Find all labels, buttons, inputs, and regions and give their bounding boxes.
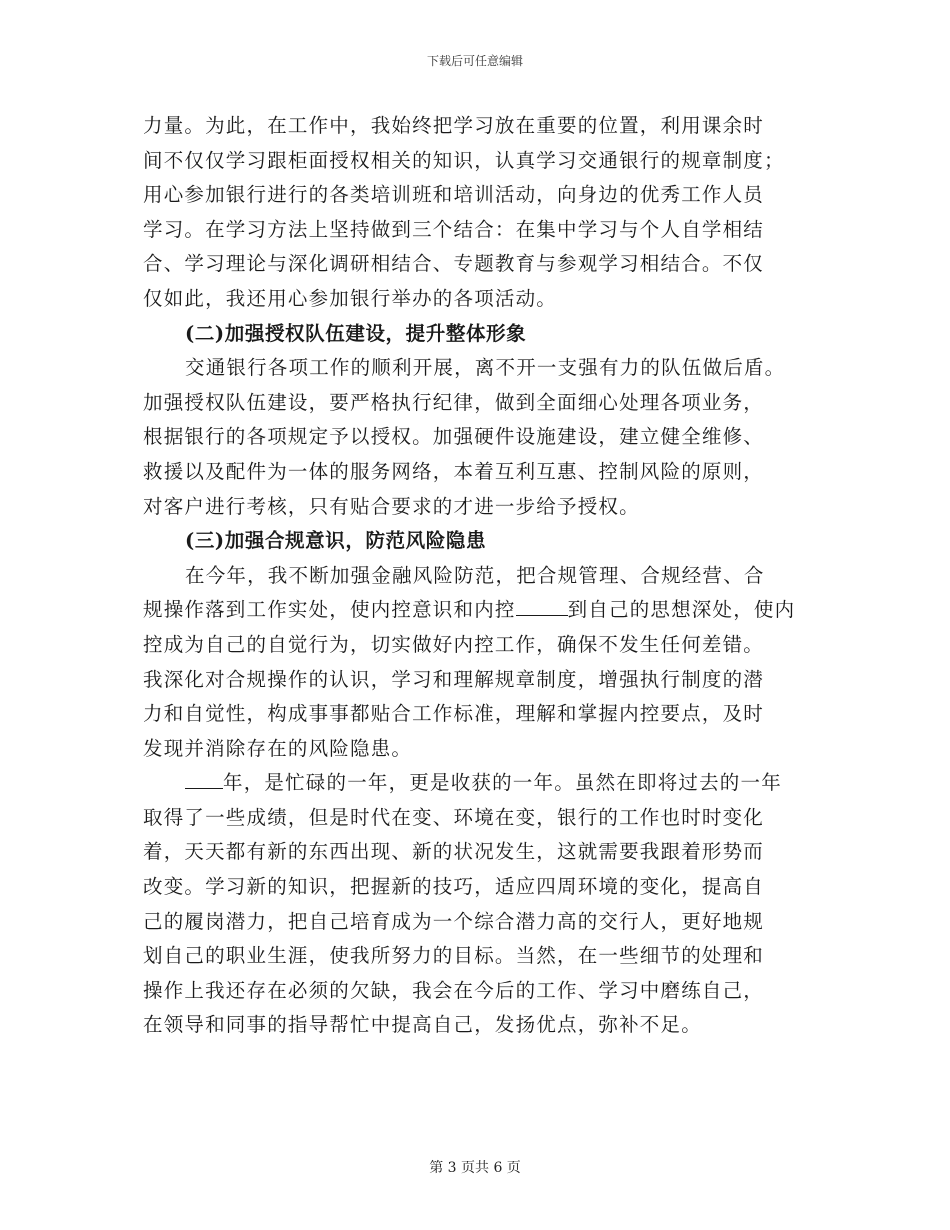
blank-underline (185, 771, 223, 789)
text-line: 取得了一些成绩，但是时代在变、环境在变，银行的工作也时时变化 (143, 805, 765, 829)
text-span: 年，是忙碌的一年，更是收获的一年。虽然在即将过去的一年 (223, 771, 782, 795)
text-line: 用心参加银行进行的各类培训班和培训活动，向身边的优秀工作人员 (143, 183, 765, 207)
text-line: 改变。学习新的知识，把握新的技巧，适应四周环境的变化，提高自 (143, 875, 765, 899)
text-line: 救援以及配件为一体的服务网络，本着互利互惠、控制风险的原则， (143, 459, 765, 483)
text-line: 划自己的职业生涯，使我所努力的目标。当然，在一些细节的处理和 (143, 944, 765, 968)
text-line: 加强授权队伍建设，要严格执行纪律，做到全面细心处理各项业务， (143, 390, 765, 414)
page-number: 第 3 页共 6 页 (429, 1160, 521, 1176)
text-line (143, 766, 823, 801)
text-line: 仅如此，我还用心参加银行举办的各项活动。 (143, 286, 558, 310)
text-line (143, 593, 823, 628)
text-line: 交通银行各项工作的顺利开展，离不开一支强有力的队伍做后盾。 (185, 356, 786, 380)
text-line: 我深化对合规操作的认识，学习和理解规章制度，增强执行制度的潜 (143, 667, 765, 691)
text-line: 控成为自己的自觉行为，切实做好内控工作，确保不发生任何差错。 (143, 632, 765, 656)
header-note: 下载后可任意编辑 (426, 54, 523, 68)
section-heading: (三)加强合规意识，防范风险隐患 (185, 529, 487, 553)
text-line: 着，天天都有新的东西出现、新的状况发生，这就需要我跟着形势而 (143, 840, 765, 864)
text-span: 规操作落到工作实处，使内控意识和内控 (143, 598, 516, 622)
text-line: 学习。在学习方法上坚持做到三个结合：在集中学习与个人自学相结 (143, 217, 765, 241)
text-line: 对客户进行考核，只有贴合要求的才进一步给予授权。 (143, 494, 640, 518)
text-line: 操作上我还存在必须的欠缺，我会在今后的工作、学习中磨练自己， (143, 978, 765, 1002)
text-line: 发现并消除存在的风险隐患。 (143, 736, 413, 760)
text-line: 力量。为此，在工作中，我始终把学习放在重要的位置，利用课余时 (143, 114, 765, 137)
text-line: 间不仅仅学习跟柜面授权相关的知识，认真学习交通银行的规章制度； (143, 148, 785, 172)
text-line: 根据银行的各项规定予以授权。加强硬件设施建设，建立健全维修、 (143, 425, 765, 449)
text-line: 合、学习理论与深化调研相结合、专题教育与参观学习相结合。不仅 (143, 252, 765, 276)
text-line: 在领导和同事的指导帮忙中提高自己，发扬优点，弥补不足。 (143, 1013, 702, 1037)
section-heading: (二)加强授权队伍建设，提升整体形象 (185, 321, 527, 345)
document-body (143, 109, 823, 1043)
text-line: 己的履岗潜力，把自己培育成为一个综合潜力高的交行人，更好地规 (143, 909, 765, 933)
text-line: 在今年，我不断加强金融风险防范，把合规管理、合规经营、合 (185, 563, 765, 587)
text-span: 到自己的思想深处，使内 (567, 598, 796, 622)
text-line: 力和自觉性，构成事事都贴合工作标准，理解和掌握内控要点，及时 (143, 702, 765, 726)
blank-underline (516, 598, 568, 616)
